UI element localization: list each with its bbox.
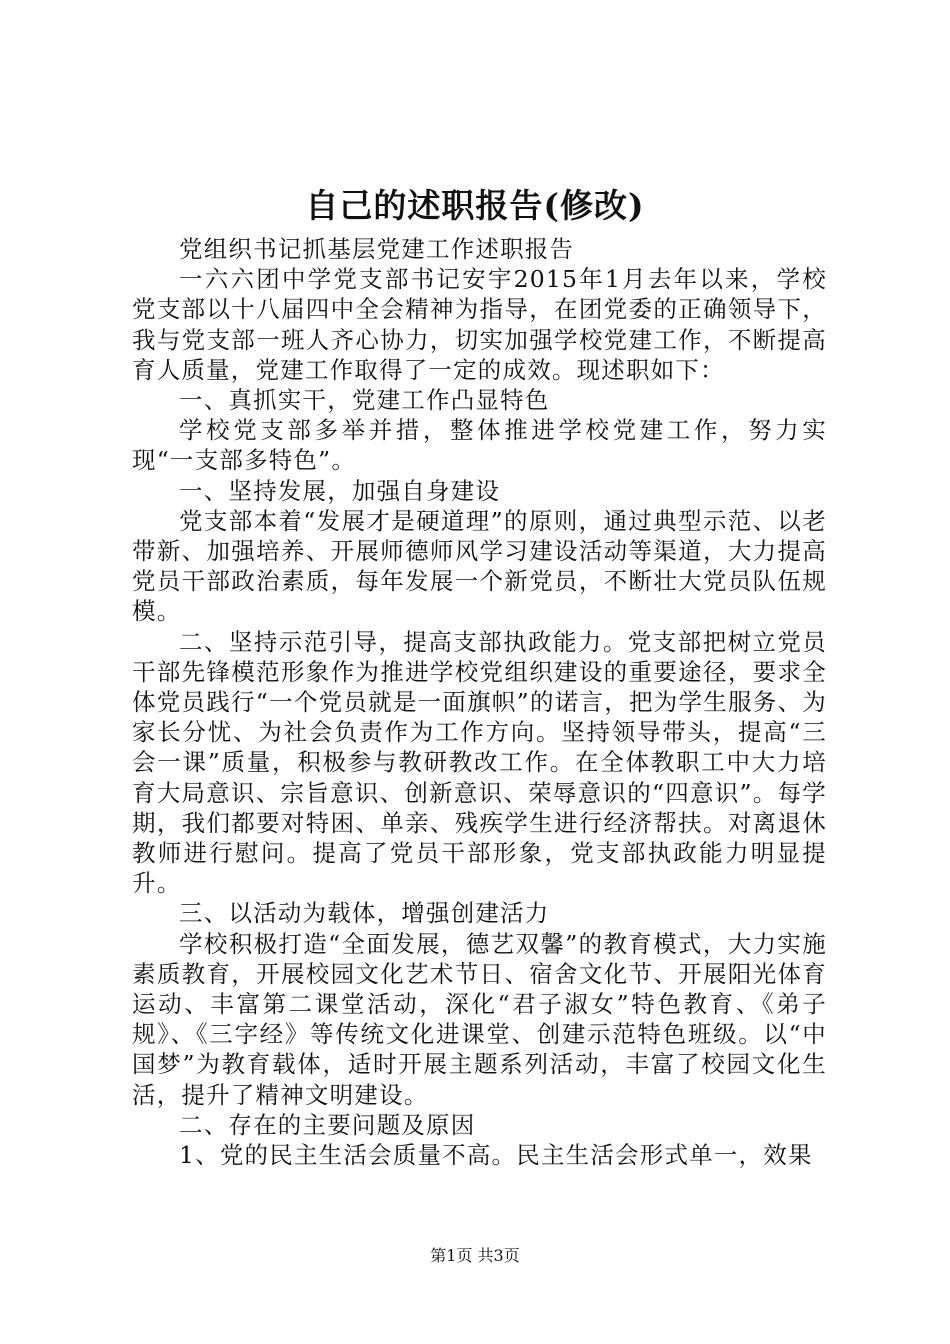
document-body	[132, 234, 827, 1170]
paragraph: 二、坚持示范引导，提高支部执政能力。党支部把树立党员干部先锋模范形象作为推进学校党组织建设的重要途径，要求全体党员践行“一个党员就是一面旗帜”的诺言，把为学生服务、为家长分忧、为社会负责作为工作方向。坚持领导带头，提高“三会一课”质量，积极参与教研教改工作。在全体教职工中大力培育大局意识、宗旨意识、创新意识、荣辱意识的“四意识”。每学期，我们都要对特困、单亲、残疾学生进行经济帮扶。对离退休教师进行慰问。提高了党员干部形象，党支部执政能力明显提升。	[132, 627, 827, 898]
paragraph: 党组织书记抓基层党建工作述职报告	[179, 235, 575, 263]
paragraph: 学校积极打造“全面发展，德艺双馨”的教育模式，大力实施素质教育，开展校园文化艺术节日、宿舍文化节、开展阳光体育运动、丰富第二课堂活动，深化“君子淑女”特色教育、《弟子规》、《三字经》等传统文化进课堂、创建示范特色班级。以“中国梦”为教育载体，适时开展主题系列活动，丰富了校园文化生活，提升了精神文明建设。	[132, 929, 827, 1109]
paragraph: 学校党支部多举并措，整体推进学校党建工作，努力实现“一支部多特色”。	[132, 416, 827, 475]
section-heading: 一、坚持发展，加强自身建设	[179, 476, 501, 505]
document-title: 自己的述职报告(修改)	[305, 186, 645, 225]
section-heading: 三、以活动为载体，增强创建活力	[179, 899, 550, 928]
paragraph: 党支部本着“发展才是硬道理”的原则，通过典型示范、以老带新、加强培养、开展师德师风学习建设活动等渠道，大力提高党员干部政治素质，每年发展一个新党员，不断壮大党员队伍规模。	[132, 506, 827, 626]
paragraph: 一六六团中学党支部书记安宇2015年1月去年以来，学校党支部以十八届四中全会精神为指导，在团党委的正确领导下，我与党支部一班人齐心协力，切实加强学校党建工作，不断提高育人质量，党建工作取得了一定的成效。现述职如下：	[132, 265, 827, 384]
paragraph: 1、党的民主生活会质量不高。民主生活会形式单一，效果	[179, 1141, 813, 1170]
page-footer: 第1页 共3页	[430, 1246, 520, 1265]
section-heading: 二、存在的主要问题及原因	[179, 1110, 476, 1139]
section-heading: 一、真抓实干，党建工作凸显特色	[179, 386, 550, 415]
